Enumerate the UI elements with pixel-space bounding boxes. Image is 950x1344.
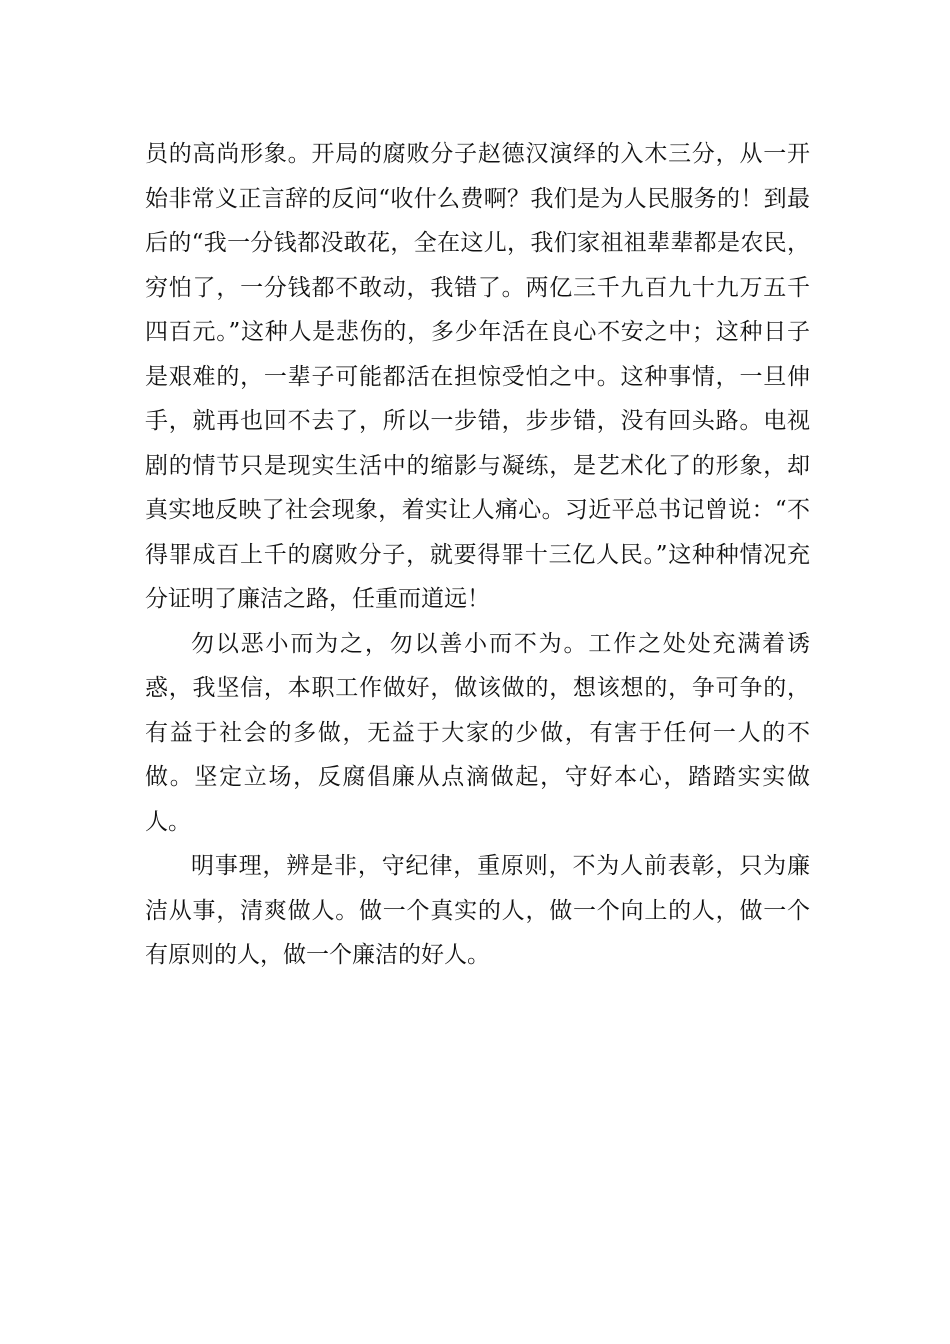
paragraph-3: 明事理，辨是非，守纪律，重原则，不为人前表彰，只为廉洁从事，清爽做人。做一个真实的人，做一个向上的人，做一个有原则的人，做一个廉洁的好人。 xyxy=(145,853,810,968)
document-body xyxy=(145,132,810,978)
paragraph-2: 勿以恶小而为之，勿以善小而不为。工作之处处充满着诱惑，我坚信，本职工作做好，做该做的，想该想的，争可争的，有益于社会的多做，无益于大家的少做，有害于任何一人的不做。坚定立场，反腐倡廉从点滴做起，守好本心，踏踏实实做人。 xyxy=(145,630,810,835)
paragraph-1: 员的高尚形象。开局的腐败分子赵德汉演绎的入木三分，从一开始非常义正言辞的反问“收什么费啊？我们是为人民服务的！到最后的“我一分钱都没敢花，全在这儿，我们家祖祖辈辈都是农民，穷怕了，一分钱都不敢动，我错了。两亿三千九百九十九万五千四百元。”这种人是悲伤的，多少年活在良心不安之中；这种日子是艰难的，一辈子可能都活在担惊受怕之中。这种事情，一旦伸手，就再也回不去了，所以一步错，步步错，没有回头路。电视剧的情节只是现实生活中的缩影与凝练，是艺术化了的形象，却真实地反映了社会现象，着实让人痛心。习近平总书记曾说：“不得罪成百上千的腐败分子，就要得罪十三亿人民。”这种种情况充分证明了廉洁之路，任重而道远！ xyxy=(145,141,810,612)
